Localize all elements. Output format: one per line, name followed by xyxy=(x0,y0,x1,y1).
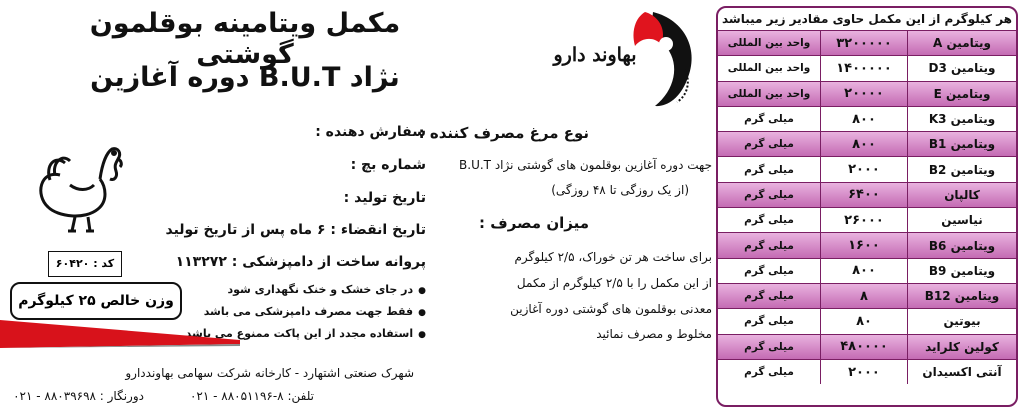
nutrient-name: ویتامین B6 xyxy=(907,233,1016,257)
table-header: هر کیلوگرم از این مکمل حاوی مقادیر زیر میباشد xyxy=(718,8,1016,31)
nutrient-table xyxy=(716,6,1018,407)
dosage-label: میزان مصرف : xyxy=(479,214,589,232)
dosage-line-1: برای ساخت هر تن خوراک، ۲/۵ کیلوگرم xyxy=(514,250,712,264)
nutrient-unit: میلی گرم xyxy=(744,366,794,378)
nutrient-name: ویتامین B9 xyxy=(907,259,1016,283)
nutrient-value: ۸۰ xyxy=(820,309,907,333)
nutrient-name: کولین کلراید xyxy=(907,335,1016,359)
consumer-label: نوع مرغ مصرف کننده : xyxy=(418,124,589,142)
table-body xyxy=(718,31,1016,384)
nutrient-value: ۶۴۰۰ xyxy=(820,183,907,207)
nutrient-value: ۲۰۰۰ xyxy=(820,360,907,384)
nutrient-value: ۱۴۰۰۰۰۰ xyxy=(820,56,907,80)
brand-name: بهاوند دارو xyxy=(553,44,637,66)
nutrient-value: ۸۰۰ xyxy=(820,107,907,131)
nutrient-unit: واحد بین المللی xyxy=(718,82,820,106)
code-box: کد : ۶۰۴۲۰ xyxy=(48,251,122,277)
table-row xyxy=(718,208,1016,233)
consumer-line2: (از یک روزگی تا ۴۸ روزگی) xyxy=(551,183,689,197)
production-date-label: تاریخ تولید : xyxy=(343,190,426,206)
nutrient-unit: میلی گرم xyxy=(744,163,794,176)
nutrient-value: ۸۰۰ xyxy=(820,132,907,156)
footer-fax: دورنگار : ۸۸۰۳۹۶۹۸ - ۰۲۱ xyxy=(13,389,144,403)
nutrient-name: ویتامین A xyxy=(907,31,1016,55)
note-1: ● در جای خشک و خنک نگهداری شود xyxy=(227,283,426,296)
nutrient-value: ۲۰۰۰۰ xyxy=(820,82,907,106)
nutrient-name: ویتامین K3 xyxy=(907,107,1016,131)
nutrient-name: نیاسین xyxy=(907,208,1016,232)
nutrient-value: ۱۶۰۰ xyxy=(820,233,907,257)
nutrient-name: ویتامین B1 xyxy=(907,132,1016,156)
table-row xyxy=(718,157,1016,182)
nutrient-unit: میلی گرم xyxy=(718,132,820,156)
table-row xyxy=(718,360,1016,384)
table-row xyxy=(718,309,1016,334)
nutrient-unit: میلی گرم xyxy=(744,214,794,227)
table-row xyxy=(718,82,1016,107)
nutrient-unit: میلی گرم xyxy=(744,315,794,328)
table-row xyxy=(718,335,1016,360)
nutrient-unit: میلی گرم xyxy=(718,183,820,207)
dosage-line-2: از این مکمل را با ۲/۵ کیلوگرم از مکمل xyxy=(516,276,712,290)
table-row xyxy=(718,284,1016,309)
nutrient-value: ۲۰۰۰ xyxy=(820,157,907,181)
decorative-stripe xyxy=(0,318,240,348)
product-title-line1: مکمل ویتامینه بوقلمون گوشتی xyxy=(89,8,401,70)
dosage-line-3: معدنی بوقلمون های گوشتی دوره آغازین xyxy=(510,302,712,316)
nutrient-unit: میلی گرم xyxy=(744,113,794,126)
expiry-label: تاریخ انقضاء : ۶ ماه پس از تاریخ تولید xyxy=(165,222,426,238)
table-row xyxy=(718,183,1016,208)
nutrient-name: کالپان xyxy=(907,183,1016,207)
batch-label: شماره بچ : xyxy=(350,157,426,173)
nutrient-value: ۴۸۰۰۰۰ xyxy=(820,335,907,359)
nutrient-value: ۳۲۰۰۰۰۰ xyxy=(820,31,907,55)
table-row xyxy=(718,56,1016,81)
nutrient-value: ۸ xyxy=(820,284,907,308)
net-weight-box: وزن خالص ۲۵ کیلوگرم xyxy=(10,282,182,320)
note-2: ● فقط جهت مصرف دامپزشکی می باشد xyxy=(204,305,426,318)
nutrient-name: ویتامین E xyxy=(907,82,1016,106)
footer-phone: تلفن: ۸-۸۸۰۵۱۱۹۶ - ۰۲۱ xyxy=(189,389,314,403)
table-row xyxy=(718,107,1016,132)
nutrient-name: ویتامین B2 xyxy=(907,157,1016,181)
nutrient-name: ویتامین B12 xyxy=(907,284,1016,308)
nutrient-value: ۲۶۰۰۰ xyxy=(820,208,907,232)
nutrient-unit: میلی گرم xyxy=(718,335,820,359)
nutrient-value: ۸۰۰ xyxy=(820,259,907,283)
nutrient-name: آنتی اکسیدان xyxy=(907,360,1016,384)
product-title-line2: نژاد B.U.T دوره آغازین xyxy=(90,62,400,93)
table-row xyxy=(718,259,1016,284)
table-row xyxy=(718,233,1016,258)
nutrient-name: بیوتین xyxy=(907,309,1016,333)
table-row xyxy=(718,132,1016,157)
dosage-line-4: مخلوط و مصرف نمائید xyxy=(596,327,712,341)
license-label: پروانه ساخت از دامپزشکی : ۱۱۳۲۷۲ xyxy=(175,254,426,270)
orderer-label: سفارش دهنده : xyxy=(315,124,426,140)
nutrient-name: ویتامین D3 xyxy=(907,56,1016,80)
nutrient-unit: میلی گرم xyxy=(718,233,820,257)
table-row xyxy=(718,31,1016,56)
note-3: ● استفاده مجدد از این پاکت ممنوع می باشد xyxy=(186,327,426,340)
footer-address: شهرک صنعتی اشتهارد - کارخانه شرکت سهامی بهاونددارو xyxy=(125,366,414,380)
nutrient-unit: واحد بین المللی xyxy=(718,31,820,55)
nutrient-unit: میلی گرم xyxy=(718,284,820,308)
nutrient-unit: واحد بین المللی xyxy=(727,62,811,75)
consumer-line1: جهت دوره آغازین بوقلمون های گوشتی نژاد B.U.T xyxy=(459,158,712,172)
nutrient-unit: میلی گرم xyxy=(744,264,794,277)
turkey-icon xyxy=(30,135,130,235)
